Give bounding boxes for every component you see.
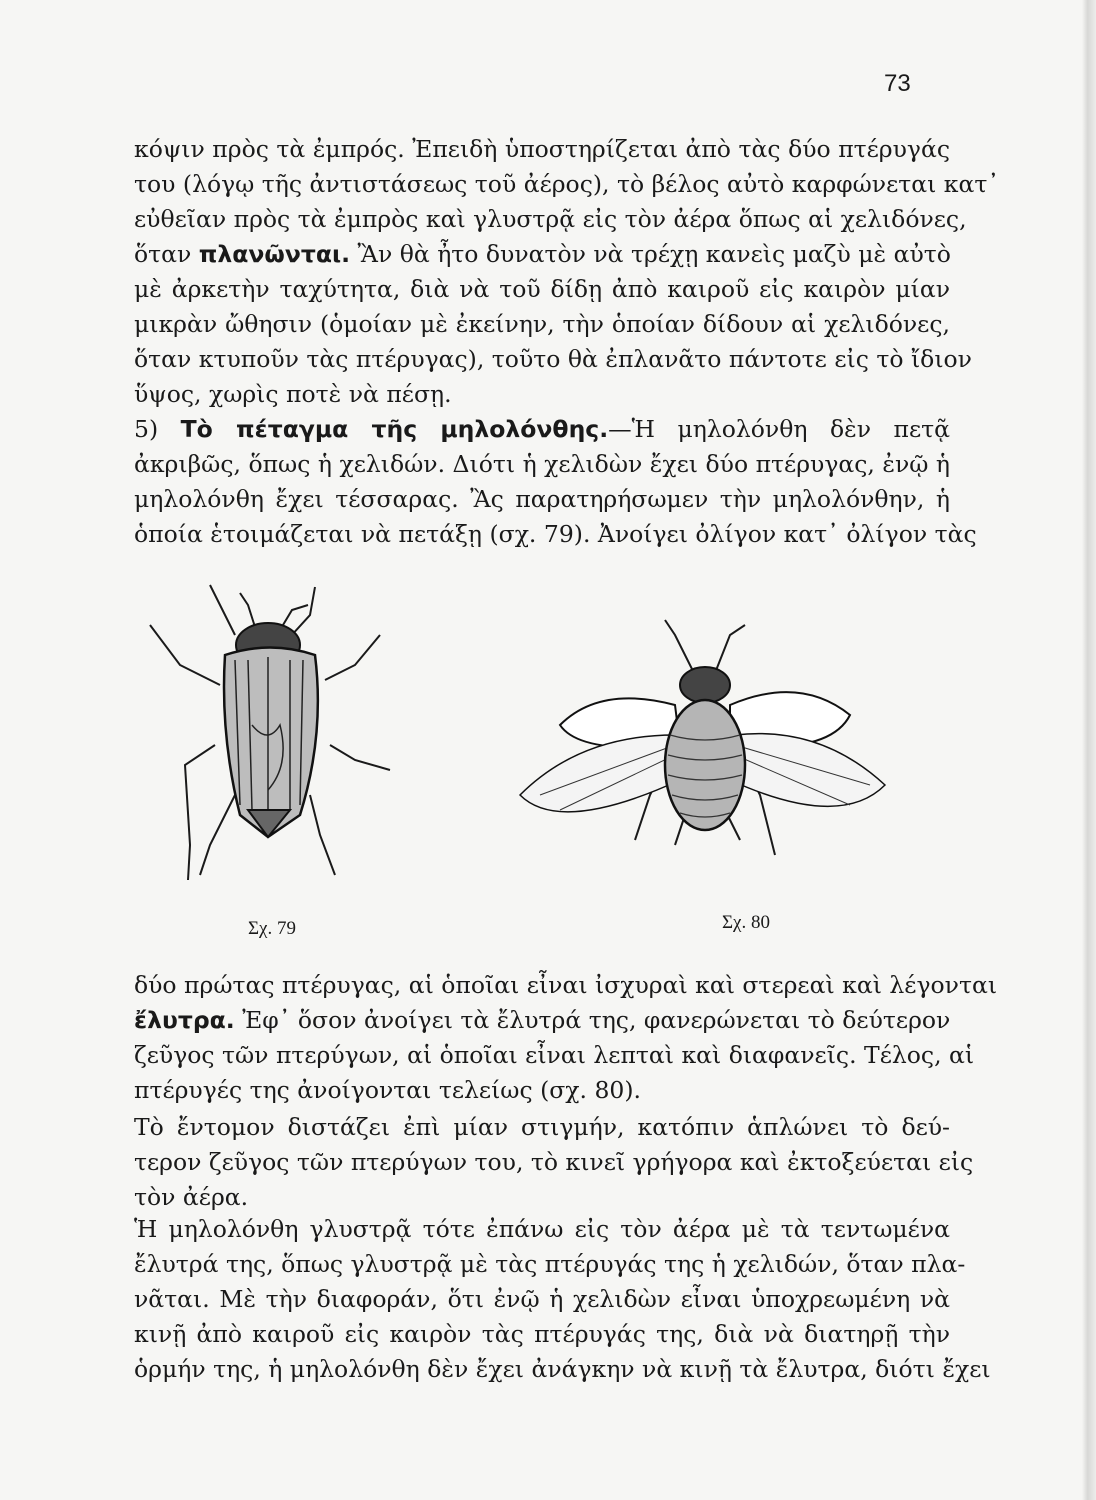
text-segment: Ἂν θὰ ἦτο δυνατὸν νὰ τρέχῃ κανεὶς μαζὺ μὲ αὐτὸ	[350, 240, 951, 268]
text-line: κινῇ ἀπὸ καιροῦ εἰς καιρὸν τὰς πτέρυγάς της, διὰ νὰ διατηρῇ τὴν	[134, 1320, 950, 1348]
text-line: δύο πρώτας πτέρυγας, αἱ ὁποῖαι εἶναι ἰσχυραὶ καὶ στερεαὶ καὶ λέγονται	[134, 971, 998, 999]
paragraph-1	[134, 132, 1000, 412]
text-line: ἔλυτρά της, ὅπως γλυστρᾷ μὲ τὰς πτέρυγάς της ἡ χελιδών, ὅταν πλα-	[134, 1250, 966, 1278]
text-line: Ἡ μηλολόνθη γλυστρᾷ τότε ἐπάνω εἰς τὸν ἀέρα μὲ τὰ τεντωμένα	[134, 1215, 950, 1243]
text-line: ὁποία ἑτοιμάζεται νὰ πετάξῃ (σχ. 79). Ἀνοίγει ὀλίγον κατ᾽ ὀλίγον τὰς	[134, 520, 977, 548]
text-line: ὁρμήν της, ἡ μηλολόνθη δὲν ἔχει ἀνάγκην νὰ κινῇ τὰ ἔλυτρα, διότι ἔχει	[134, 1355, 991, 1383]
text-line: ὅταν κτυποῦν τὰς πτέρυγας), τοῦτο θὰ ἐπλανᾶτο πάντοτε εἰς τὸ ἴδιον	[134, 345, 972, 373]
text-line: Τὸ ἔντομον διστάζει ἐπὶ μίαν στιγμήν, κατόπιν ἁπλώνει τὸ δεύ-	[134, 1113, 950, 1141]
bold-term: πλανῶνται.	[198, 240, 351, 268]
bold-term: ἔλυτρα.	[134, 1006, 235, 1034]
text-line: του (λόγῳ τῆς ἀντιστάσεως τοῦ ἀέρος), τὸ βέλος αὐτὸ καρφώνεται κατ᾽	[134, 170, 1000, 198]
text-line: νᾶται. Μὲ τὴν διαφοράν, ὅτι ἐνῷ ἡ χελιδὼν εἶναι ὑποχρεωμένη νὰ	[134, 1285, 950, 1313]
figure-80-beetle	[500, 605, 900, 885]
text-segment: Ἐφ᾽ ὅσον ἀνοίγει τὰ ἔλυτρά της, φανερώνεται τὸ δεύτερον	[234, 1006, 951, 1034]
text-line	[134, 237, 950, 272]
paragraph-5	[134, 1212, 991, 1387]
text-line: ὕψος, χωρὶς ποτὲ νὰ πέσῃ.	[134, 380, 452, 408]
text-segment: ὅταν	[134, 240, 199, 268]
section-title: Τὸ πέταγμα τῆς μηλολόνθης.	[180, 415, 609, 443]
text-segment: —Ἡ μηλολόνθη δὲν πετᾷ	[608, 415, 950, 443]
figure-79-beetle	[140, 575, 400, 895]
beetle-80-left-wing	[520, 735, 680, 812]
caption-figure-80: Σχ. 80	[722, 912, 770, 933]
text-line: κόψιν πρὸς τὰ ἐμπρός. Ἐπειδὴ ὑποστηρίζεται ἀπὸ τὰς δύο πτέρυγάς	[134, 135, 950, 163]
text-line: μικρὰν ὤθησιν (ὁμοίαν μὲ ἐκείνην, τὴν ὁποίαν δίδουν αἱ χελιδόνες,	[134, 310, 950, 338]
section-heading-line	[134, 412, 950, 447]
paragraph-4	[134, 1110, 974, 1215]
paragraph-3	[134, 968, 998, 1108]
text-line: μὲ ἀρκετὴν ταχύτητα, διὰ νὰ τοῦ δίδῃ ἀπὸ καιροῦ εἰς καιρὸν μίαν	[134, 275, 950, 303]
text-line: ζεῦγος τῶν πτερύγων, αἱ ὁποῖαι εἶναι λεπταὶ καὶ διαφανεῖς. Τέλος, αἱ	[134, 1041, 975, 1069]
text-line: ἀκριβῶς, ὅπως ἡ χελιδών. Διότι ἡ χελιδὼν ἔχει δύο πτέρυγας, ἐνῷ ἡ	[134, 450, 950, 478]
text-line: πτέρυγές της ἀνοίγονται τελείως (σχ. 80).	[134, 1076, 642, 1104]
beetle-80-right-wing	[730, 734, 885, 807]
section-number: 5)	[134, 415, 159, 443]
beetle-80-body	[665, 700, 745, 830]
caption-figure-79: Σχ. 79	[248, 918, 296, 939]
text-line: μηλολόνθη ἔχει τέσσαρας. Ἂς παρατηρήσωμεν τὴν μηλολόνθην, ἡ	[134, 485, 950, 513]
section-5	[134, 412, 977, 552]
text-line: τὸν ἀέρα.	[134, 1183, 249, 1211]
text-line: τερον ζεῦγος τῶν πτερύγων του, τὸ κινεῖ γρήγορα καὶ ἐκτοξεύεται εἰς	[134, 1148, 974, 1176]
page-edge-shadow	[1082, 0, 1096, 1500]
text-line	[134, 1003, 950, 1038]
page-number: 73	[884, 70, 911, 97]
beetle-80-head	[680, 667, 730, 703]
text-line: εὐθεῖαν πρὸς τὰ ἐμπρὸς καὶ γλυστρᾷ εἰς τὸν ἀέρα ὅπως αἱ χελιδόνες,	[134, 205, 967, 233]
